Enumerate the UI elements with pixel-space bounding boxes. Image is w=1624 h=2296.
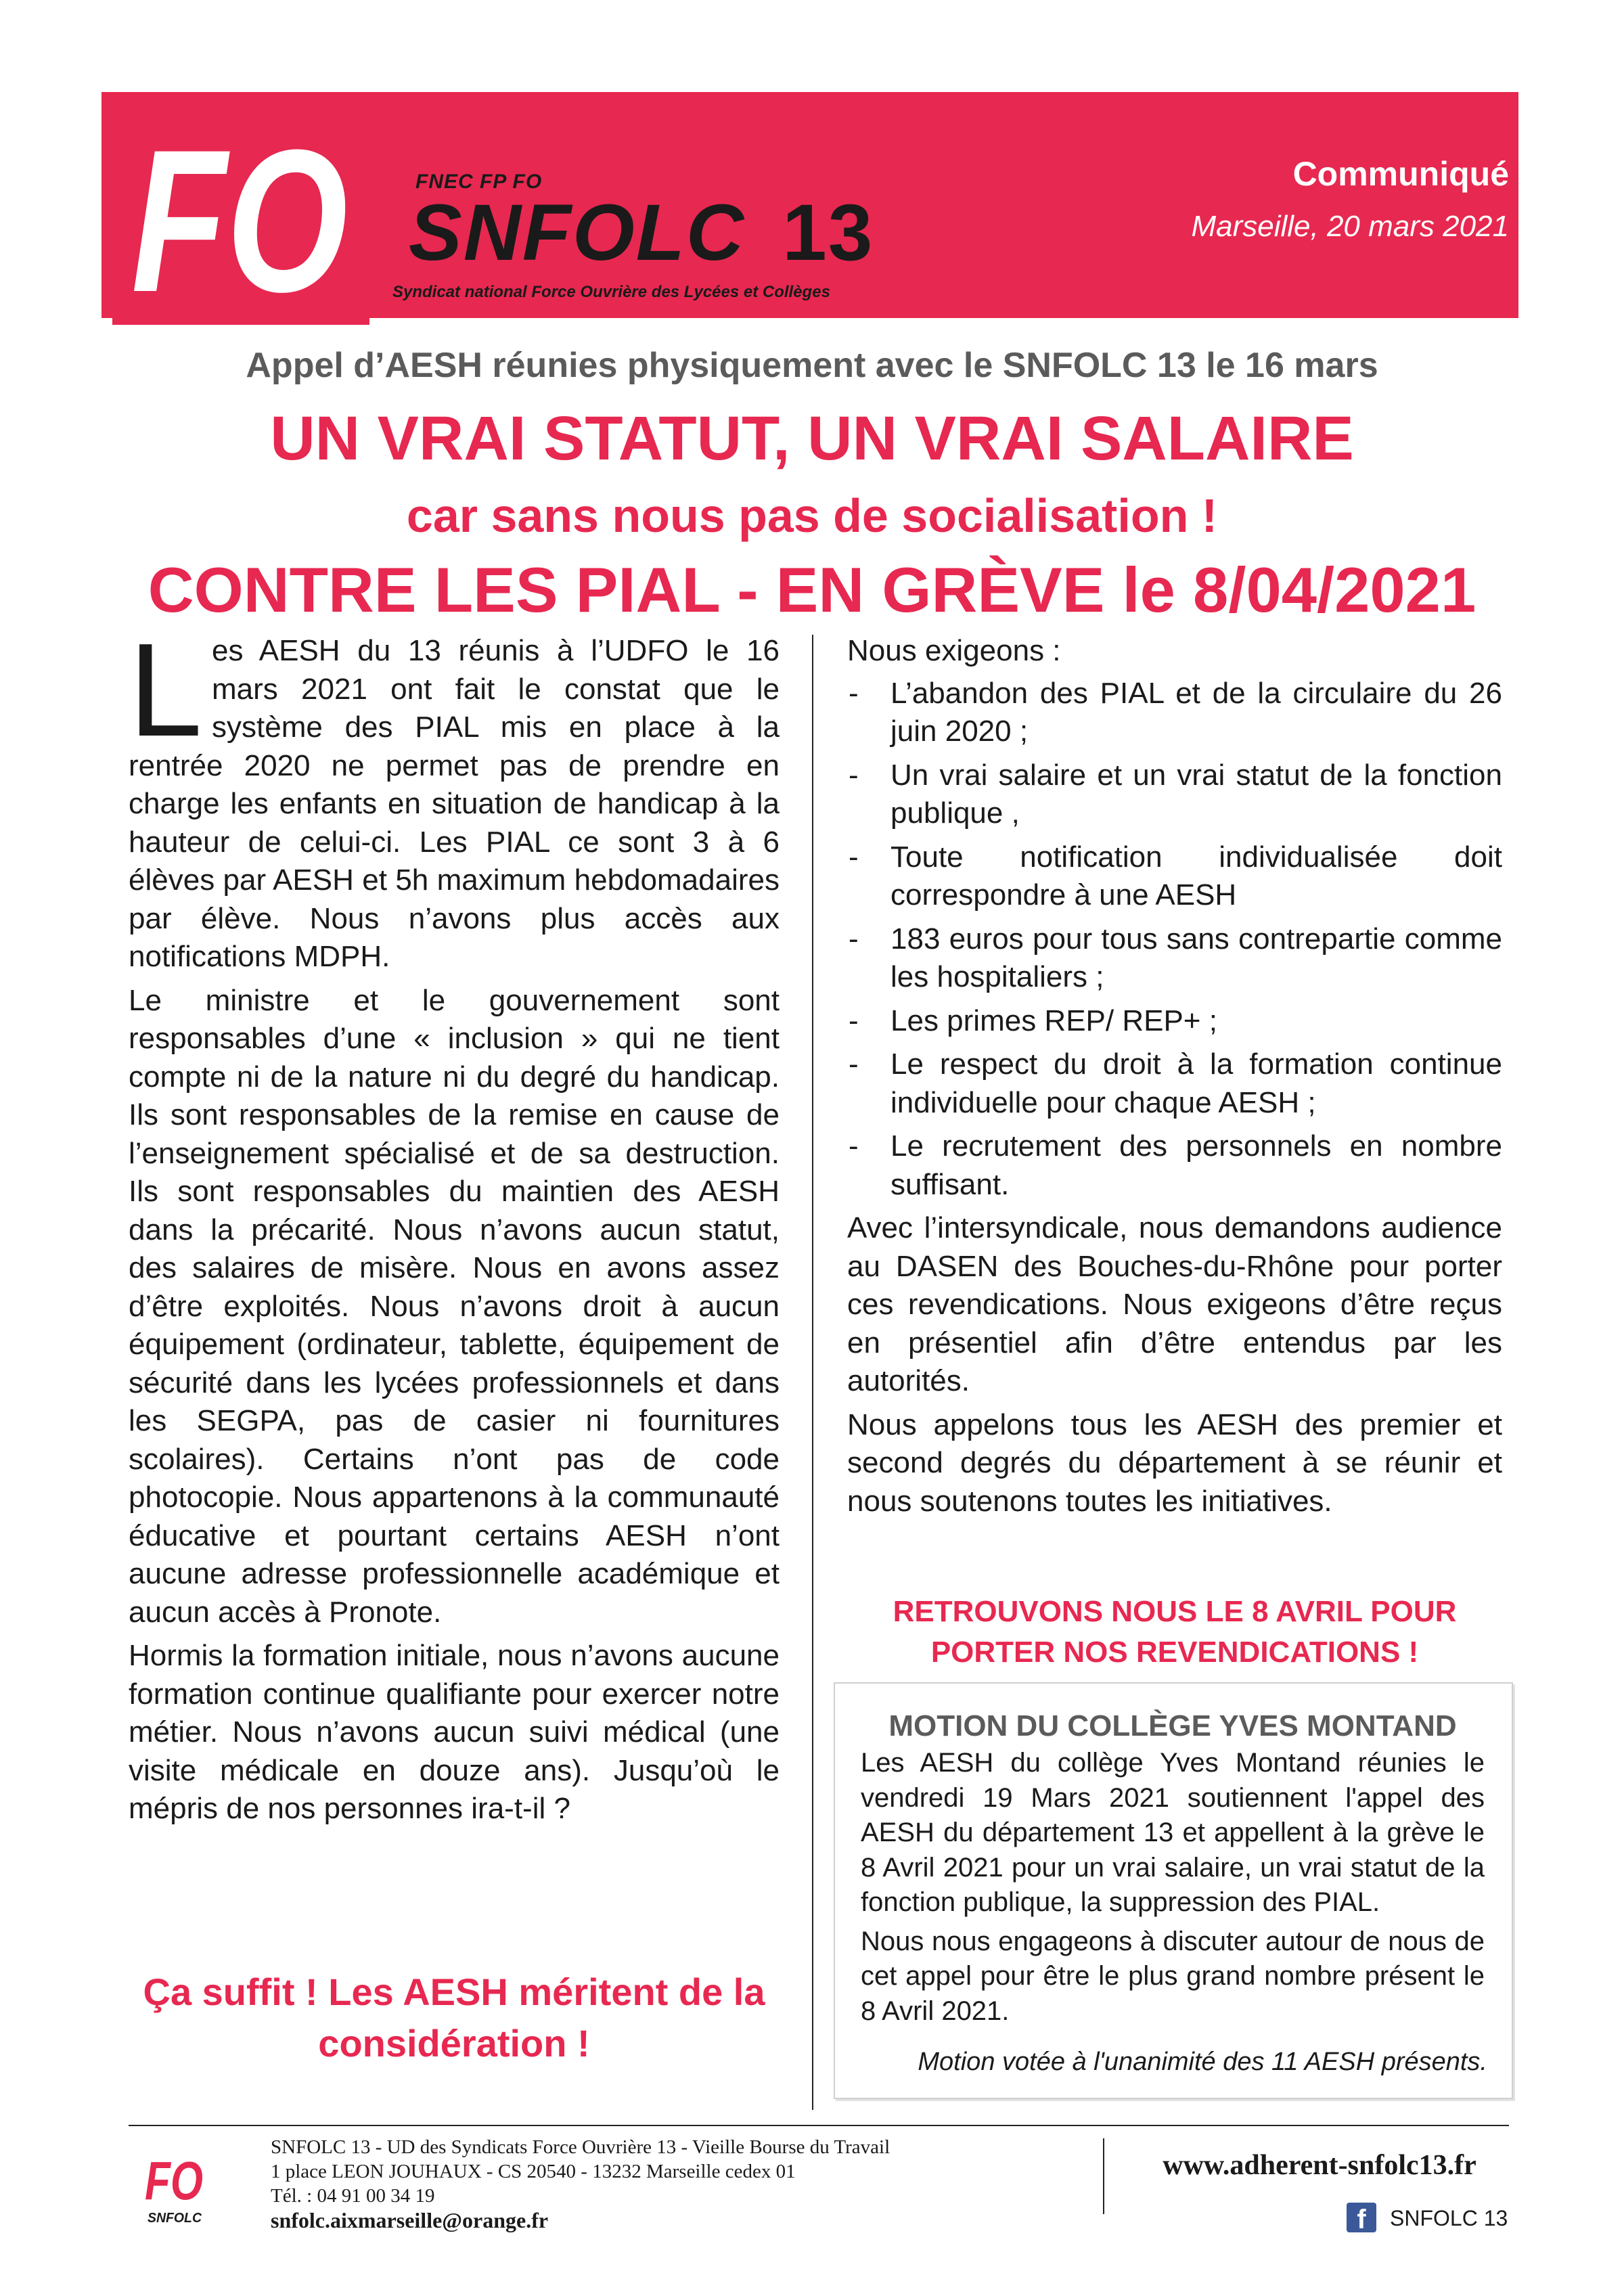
callout-meet-april: RETROUVONS NOUS LE 8 AVRIL POUR PORTER NOS REVENDICATIONS ! bbox=[893, 1595, 1457, 1669]
demands-intro: Nous exigeons : bbox=[847, 634, 1061, 667]
org-name-text: SNFOLC bbox=[409, 188, 746, 277]
headline-strike: CONTRE LES PIAL - EN GRÈVE le 8/04/2021 bbox=[148, 554, 1476, 625]
headline-sub: car sans nous pas de socialisation ! bbox=[406, 489, 1218, 542]
paragraph-intro bbox=[129, 616, 780, 976]
paragraph-training: Hormis la formation initiale, nous n’avons aucune formation continue qualifiante pour exercer notre métier. Nous n’avons aucun suivi médical (une visite médicale en douze ans). Jusqu’où le mépris de nos personnes ira-t-il ? bbox=[129, 1639, 780, 1825]
footer-divider bbox=[1103, 2138, 1104, 2214]
callout-consideration: Ça suffit ! Les AESH méritent de la considération ! bbox=[143, 1971, 765, 2065]
paragraph-intro-text: es AESH du 13 réunis à l’UDFO le 16 mars 2021 ont fait le constat que le système des PIAL mis en place à la rentrée 2020 ne permet pas de prendre en charge les enfants en situation de handicap à la hauteur de celui-ci. Les PIAL ce sont 3 à 6 élèves par AESH et 5h maximum hebdomadaires par élève. Nous n’avons plus accès aux notifications MDPH. bbox=[129, 634, 780, 973]
footer-logo-sub: SNFOLC bbox=[148, 2211, 202, 2226]
footer-phone: Tél. : 04 91 00 34 19 bbox=[271, 2185, 435, 2207]
facebook-label[interactable]: SNFOLC 13 bbox=[1390, 2206, 1508, 2230]
org-name bbox=[409, 188, 874, 277]
list-item: - Les primes REP/ REP+ ; bbox=[847, 1002, 1502, 1041]
paragraph-intersyndicale: Avec l’intersyndicale, nous demandons audience au DASEN des Bouches-du-Rhône pour porter ces revendications. Nous exigeons d’être reçus en présentiel afin d’être entendus par les autorités. bbox=[847, 1211, 1502, 1397]
list-item: - Le respect du droit à la formation continue individuelle pour chaque AESH ; bbox=[847, 1045, 1502, 1122]
list-item: - Un vrai salaire et un vrai statut de la fonction publique , bbox=[847, 757, 1502, 833]
motion-paragraph-support: Les AESH du collège Yves Montand réunies le vendredi 19 Mars 2021 soutiennent l'appel des AESH du département 13 et appellent à la grève le 8 Avril 2021 pour un vrai salaire, un vrai statut de la fonction publique, la suppression des PIAL. bbox=[861, 1748, 1485, 1917]
org-description: Syndicat national Force Ouvrière des Lycées et Collèges bbox=[392, 283, 830, 301]
place-date: Marseille, 20 mars 2021 bbox=[1191, 210, 1509, 243]
fo-logo bbox=[106, 88, 376, 332]
motion-vote: Motion votée à l'unanimité des 11 AESH présents. bbox=[918, 2048, 1487, 2076]
right-column bbox=[847, 632, 1502, 1526]
fo-logo-text: FO bbox=[131, 107, 348, 334]
footer-logo-text: FO bbox=[145, 2151, 203, 2211]
footer-email-link[interactable]: snfolc.aixmarseille@orange.fr bbox=[271, 2208, 549, 2232]
drop-cap: L bbox=[129, 616, 203, 764]
left-column bbox=[129, 616, 780, 1834]
footer-address bbox=[271, 2135, 1083, 2232]
list-item: - 183 euros pour tous sans contrepartie comme les hospitaliers ; bbox=[847, 920, 1502, 997]
org-number: 13 bbox=[782, 188, 874, 277]
column-divider bbox=[812, 635, 813, 2110]
demands-list bbox=[847, 675, 1502, 1205]
paragraph-responsibility: Le ministre et le gouvernement sont responsables d’une « inclusion » qui ne tient compte ni de la nature ni du degré du handicap. Ils sont responsables de la remise en cause de l’enseignement spécialisé et de sa destruction. Ils sont responsables du maintien des AESH dans la précarité. Nous n’avons aucun statut, des salaires de misère. Nous en avons assez d’être exploités. Nous n’avons droit à aucun équipement (ordinateur, tablette, équipement de sécurité dans les lycées professionnels et dans les SEGPA, pas de casier ni fournitures scolaires). Certains n’ont pas de code photocopie. Nous appartenons à la communauté éducative et pourtant certains AESH n’ont aucune adresse professionnelle académique et aucun accès à Pronote. bbox=[129, 983, 780, 1629]
footer-website-link[interactable]: www.adherent-snfolc13.fr bbox=[1163, 2150, 1476, 2181]
paragraph-appeal: Nous appelons tous les AESH des premier et second degrés du département à se réunir et nous soutenons toutes les initiatives. bbox=[847, 1408, 1502, 1518]
motion-title: MOTION DU COLLÈGE YVES MONTAND bbox=[888, 1709, 1457, 1742]
motion-paragraph-commitment: Nous nous engageons à discuter autour de nous de cet appel pour être le plus grand nombre présent le 8 Avril 2021. bbox=[861, 1926, 1485, 2026]
headline-main: UN VRAI STATUT, UN VRAI SALAIRE bbox=[270, 404, 1354, 473]
footer-address-line2: 1 place LEON JOUHAUX - CS 20540 - 13232 Marseille cedex 01 bbox=[271, 2161, 796, 2182]
list-item: - Le recrutement des personnels en nombre suffisant. bbox=[847, 1127, 1502, 1204]
footer-address-line1: SNFOLC 13 - UD des Syndicats Force Ouvrière 13 - Vieille Bourse du Travail bbox=[271, 2136, 890, 2158]
facebook-icon[interactable]: f bbox=[1347, 2203, 1376, 2232]
motion-body bbox=[861, 1746, 1485, 2033]
org-line: FNEC FP FO bbox=[415, 171, 543, 193]
list-item: - Toute notification individualisée doit correspondre à une AESH bbox=[847, 838, 1502, 915]
footer-logo bbox=[142, 2146, 210, 2234]
kicker-headline: Appel d’AESH réunies physiquement avec le SNFOLC 13 le 16 mars bbox=[246, 346, 1378, 385]
list-item: - L’abandon des PIAL et de la circulaire du 26 juin 2020 ; bbox=[847, 675, 1502, 751]
document-type: Communiqué bbox=[1292, 155, 1509, 193]
footer-rule bbox=[129, 2125, 1509, 2126]
